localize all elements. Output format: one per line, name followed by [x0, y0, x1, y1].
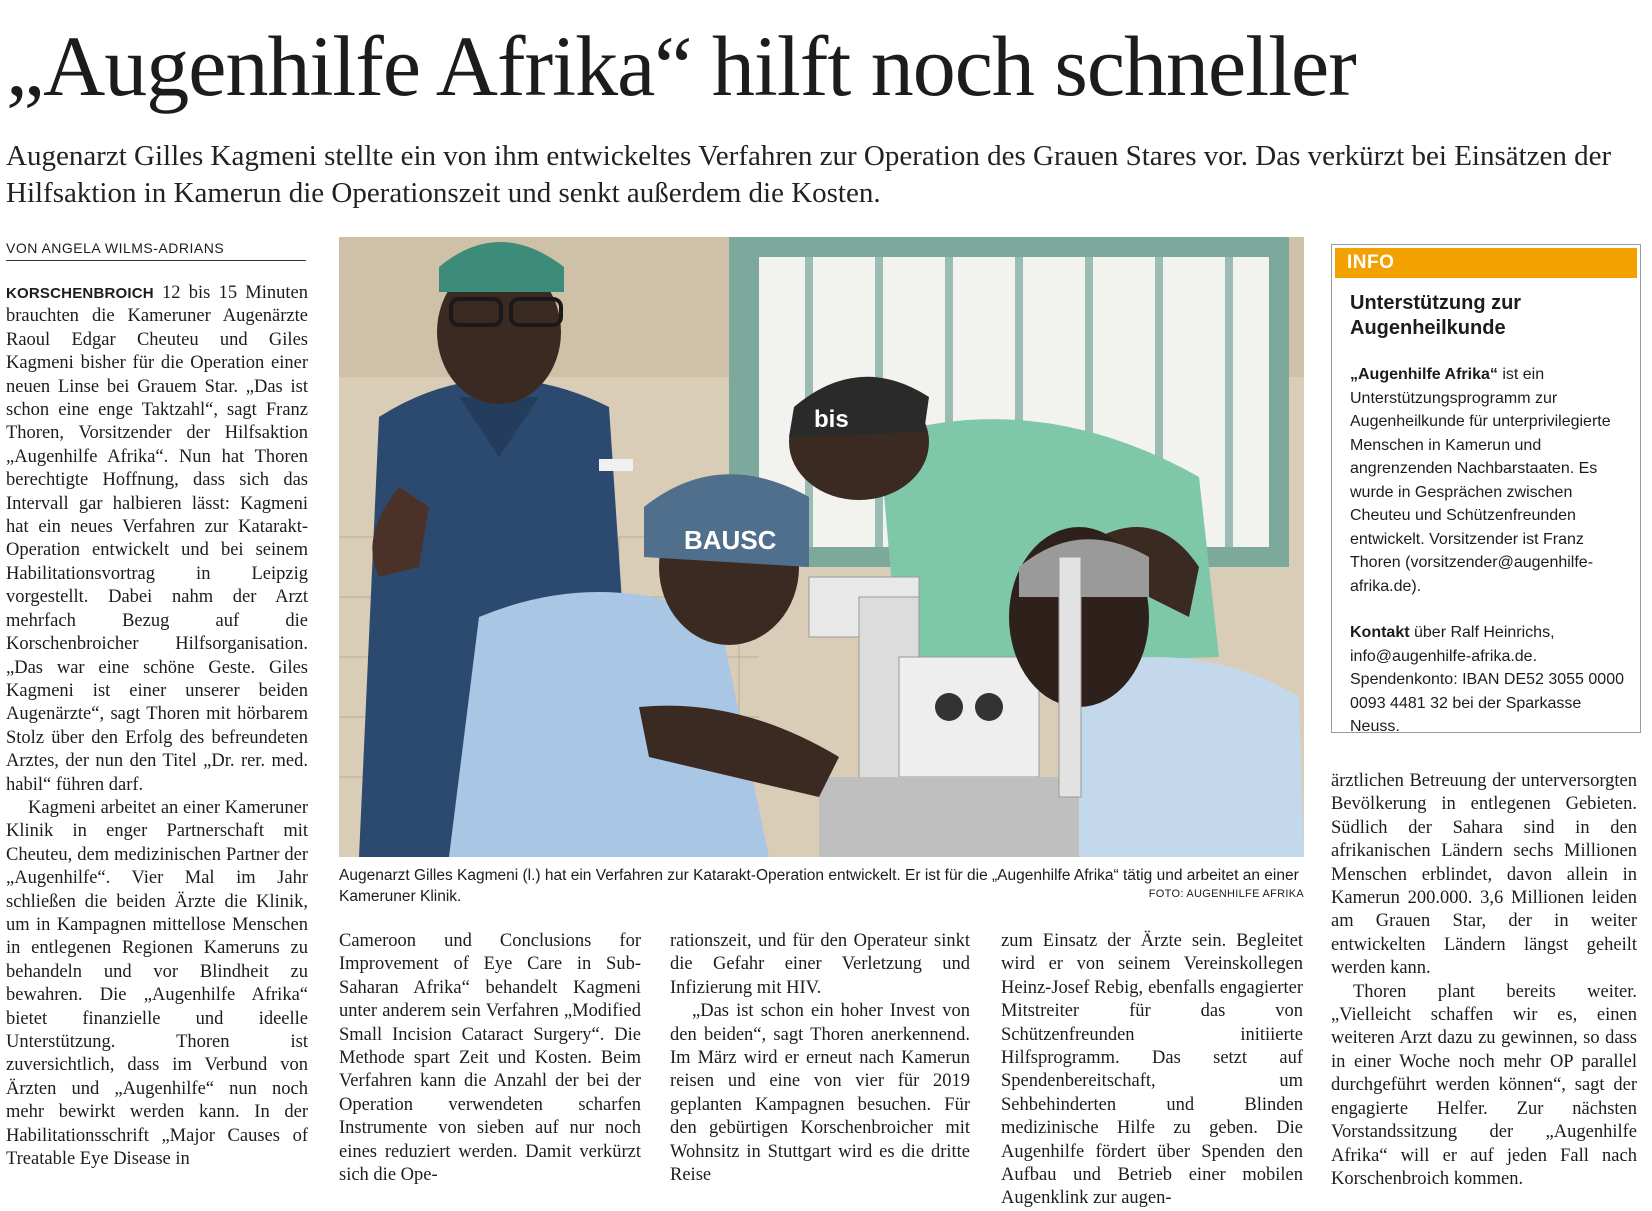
info-text: über Ralf Heinrichs, info@augenhilfe-afrika.de. Spendenkonto: IBAN DE52 3055 0000 0093 4481 32 bei der Sparkasse Neuss.: [1350, 624, 1624, 735]
article-photo: [339, 237, 1304, 857]
cap-print: bis: [814, 406, 849, 433]
info-box: [1331, 244, 1641, 733]
info-title: Unterstützung zur Augenheilkunde: [1350, 292, 1522, 339]
paragraph: rationszeit, und für den Operateur sinkt die Gefahr einer Verletzung und Infizierung mit HIV.: [670, 931, 970, 998]
photo-credit: FOTO: AUGENHILFE AFRIKA: [1148, 888, 1304, 900]
paragraph: ärztlichen Betreuung der unterversorgten Bevölkerung in entlegenen Gebieten. Südlich der Sahara sind in den afrikanischen Ländern sechs Millionen Menschen erblindet, davon allein in Kamerun 200.000. 3,6 Millionen leiden am Grauen Star, der in weiter entwickelten Ländern längst geheilt werden kann.: [1331, 771, 1637, 979]
paragraph: zum Einsatz der Ärzte sein. Begleitet wird er von seinem Vereinskollegen Heinz-Josef Rebig, ebenfalls engagierter Mitstreiter für das von Schützenfreunden initiierte Hilfsprogramm. Das setzt auf Spendenbereitschaft, um Sehbehinderten und Blinden medizinische Hilfe zu geben. Die Augenhilfe fördert über Spenden den Aufbau und Betrieb einer mobilen Augenklink zur augen-: [1001, 931, 1303, 1209]
info-body: [1350, 363, 1634, 739]
paragraph: 12 bis 15 Minuten brauchten die Kameruner Augenärzte Raoul Edgar Cheuteu und Giles Kagmeni bisher für die Operation einer neuen Linse bei Grauem Star. „Das ist schon eine enge Taktzahl“, sagt Franz Thoren, Vorsitzender der Hilfsaktion „Augenhilfe Afrika“. Nun hat Thoren berechtigte Hoffnung, dass sich das Intervall gar halbieren lässt: Kagmeni hat ein neues Verfahren zur Katarakt-Operation entwickelt und bei seinem Habilitationsvortrag in Leipzig vorgestellt. Dabei nahm der Arzt mehrfach Bezug auf die Korschenbroicher Hilfsorganisation. „Das war eine schöne Geste. Giles Kagmeni ist einer unserer beiden Augenärzte“, sagt Thoren mit hörbarem Stolz über den Erfolg des befreundeten Arztes, der nun den Titel „Dr. rer. med. habil“ führen darf.: [6, 283, 308, 795]
article-column-5: [1331, 770, 1637, 1191]
subheadline: Augenarzt Gilles Kagmeni stellte ein von ihm entwickeltes Verfahren zur Operation des Grauen Stares vor. Das verkürzt bei Einsätzen der Hilfsaktion in Kamerun die Operationszeit und senkt außerdem die Kosten.: [6, 140, 1612, 209]
info-label: INFO: [1335, 248, 1637, 278]
byline: VON ANGELA WILMS-ADRIANS: [6, 240, 306, 261]
info-bold: Kontakt: [1350, 624, 1410, 641]
article-column-3: [670, 930, 970, 1187]
paragraph: „Das ist schon ein hoher Invest von den beiden“, sagt Thoren anerkennend. Im März wird er erneut nach Kamerun reisen und eine von vier für 2019 geplanten Kampagnen besuchen. Für den gebürtigen Korschenbroicher mit Wohnsitz in Stuttgart wird es die dritte Reise: [670, 1001, 970, 1186]
dateline: KORSCHENBROICH: [6, 285, 154, 302]
article-column-1: [6, 282, 308, 1171]
article-column-4: [1001, 930, 1303, 1211]
info-text: ist ein Unterstützungsprogramm zur Augenheilkunde für unterprivilegierte Menschen in Kamerun und angrenzenden Nachbarstaaten. Es wurde in Gesprächen zwischen Cheuteu und Schützenfreunden entwickelt. Vorsitzender ist Franz Thoren (vorsitzender@augenhilfe-afrika.de).: [1350, 366, 1611, 595]
info-bold: „Augenhilfe Afrika“: [1350, 366, 1498, 383]
photo-illustration: [339, 237, 1304, 857]
headline: „Augenhilfe Afrika“ hilft noch schneller: [6, 18, 1356, 114]
photo-caption: Augenarzt Gilles Kagmeni (l.) hat ein Verfahren zur Katarakt-Operation entwickelt. Er ist für die „Augenhilfe Afrika“ tätig und arbeitet an einer Kameruner Klinik.: [339, 867, 1299, 905]
article-column-2: [339, 930, 641, 1187]
paragraph: Thoren plant bereits weiter. „Vielleicht schaffen wir es, einen weiteren Arzt dazu zu gewinnen, so dass in einer Woche noch mehr OP parallel durchgeführt werden können“, sagt der engagierte Helfer. Zur nächsten Vorstandssitzung der „Augenhilfe Afrika“ will er auf jeden Fall nach Korschenbroich kommen.: [1331, 981, 1637, 1189]
paragraph: Kagmeni arbeitet an einer Kameruner Klinik in enger Partnerschaft mit Cheuteu, dem medizinischen Partner der „Augenhilfe“. Vier Mal im Jahr schließen die beiden Ärzte die Klinik, um in Kampagnen mittellose Menschen in entlegenen Regionen Kameruns zu behandeln und vor Blindheit zu bewahren. Die „Augenhilfe Afrika“ bietet finanzielle und ideelle Unterstützung. Thoren ist zuversichtlich, dass im Verbund von Ärzten und „Augenhilfe“ nun noch mehr bewirkt werden kann. In der Habilitationsschrift „Major Causes of Treatable Eye Disease in: [6, 797, 308, 1170]
cap-print: BAUSC: [684, 525, 777, 555]
paragraph: Cameroon und Conclusions for Improvement of Eye Care in Sub-Saharan Afrika“ behandelt Kagmeni unter anderem sein Verfahren „Modified Small Incision Cataract Surgery“. Die Methode spart Zeit und Kosten. Beim Verfahren kann die Anzahl der bei der Operation verwendeten scharfen Instrumente von sieben auf nur noch eines reduziert werden. Damit verkürzt sich die Ope-: [339, 931, 641, 1186]
